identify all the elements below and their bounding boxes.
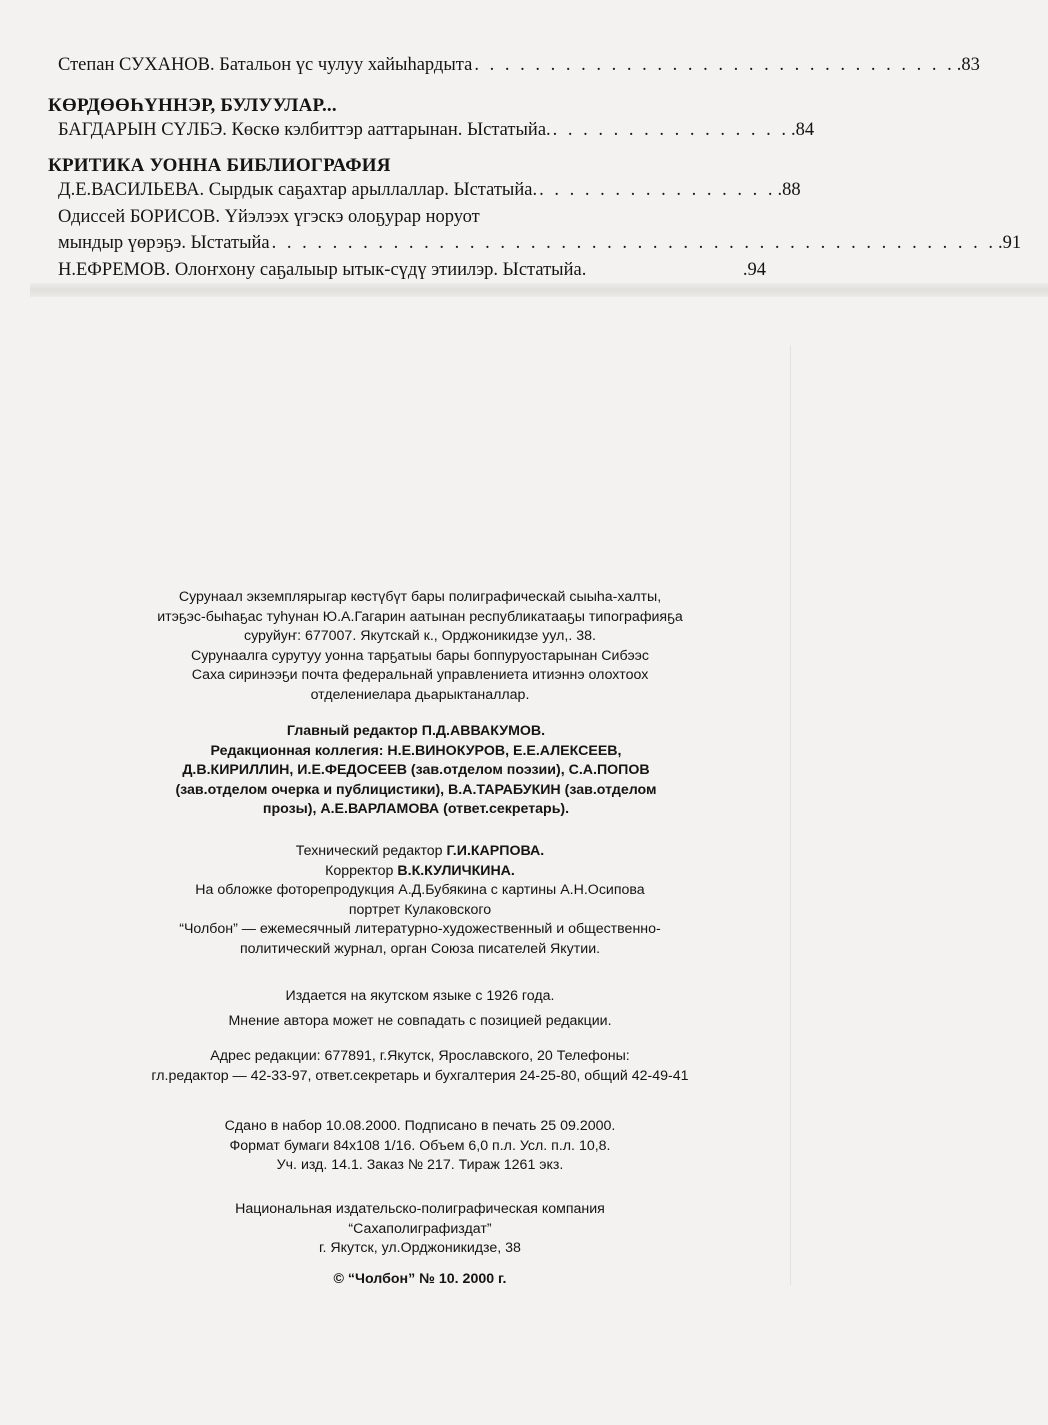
tech-editor-name: Г.И.КАРПОВА. bbox=[446, 843, 545, 859]
print-details bbox=[120, 1117, 720, 1176]
editorial-line: прозы), А.Е.ВАРЛАМОВА (ответ.секретарь). bbox=[262, 801, 570, 817]
print-line: Уч. изд. 14.1. Заказ № 217. Тираж 1261 экз. bbox=[276, 1157, 564, 1173]
opinion-disclaimer: Мнение автора может не совпадать с позицией редакции. bbox=[228, 1013, 612, 1029]
editorial-board bbox=[136, 722, 696, 820]
toc-entry-text: Д.Е.ВАСИЛЬЕВА. Сырдык саҕахтар арыллаллар. Ыстатыйа. bbox=[58, 180, 538, 200]
toc-section-heading: КӨРДӨӨҺҮННЭР, БУЛУУЛАР... bbox=[48, 95, 337, 116]
address-line: гл.редактор — 42-33-97, ответ.секретарь и бухгалтерия 24-25-80, общий 42-49-41 bbox=[151, 1067, 689, 1084]
toc-leader: . . . . . . . . . . . . . . . . . . . . . . . . . . . . . . . . bbox=[474, 55, 955, 75]
copyright-notice: © “Чолбон” № 10. 2000 г. bbox=[333, 1271, 507, 1287]
publication-since: Издается на якутском языке с 1926 года. bbox=[285, 988, 555, 1004]
toc-entry-text: мындыр үөрэҕэ. Ыстатыйа bbox=[58, 233, 270, 253]
editorial-address bbox=[120, 1047, 720, 1086]
toc-entry-text: Одиссей БОРИСОВ. Үйэлээх үгэскэ олоҕурар норуот bbox=[58, 207, 480, 227]
imprint-line: Саха сиринээҕи почта федеральнай управлениета итиэннэ олохтоох bbox=[191, 667, 649, 683]
toc-leader: . . . . . . . . . . . . . . . . bbox=[552, 120, 790, 140]
toc-page-number: .91 bbox=[998, 233, 1022, 253]
toc-entry-text: Н.ЕФРЕМОВ. Олоҥхону саҕалыыр ытык-сүдү этиилэр. Ыстатыйа. bbox=[58, 260, 587, 280]
toc-section-heading: КРИТИКА УОННА БИБЛИОГРАФИЯ bbox=[48, 155, 391, 176]
toc-page-number: .84 bbox=[791, 120, 815, 140]
imprint-line: Сурунаалга сурутуу уонна тарҕатыы бары боппуруостарынан Сибээс bbox=[190, 647, 650, 664]
publisher-line: Национальная издательско-полиграфическая компания bbox=[235, 1201, 605, 1217]
imprint-line: отделениелара дьарыктаналлар. bbox=[310, 686, 530, 703]
toc-leader: . . . . . . . . . . . . . . . . . . . . . . . . . . . . . . . . . . . . . . . . . . . . . . . . bbox=[271, 233, 997, 253]
cover-credit: портрет Кулаковского bbox=[348, 901, 492, 918]
editorial-line: Д.В.КИРИЛЛИН, И.Е.ФЕДОСЕЕВ (зав.отделом поэзии), С.А.ПОПОВ bbox=[182, 762, 650, 778]
toc-leader bbox=[588, 260, 741, 281]
toc-entry bbox=[58, 120, 815, 141]
tech-editor-label: Технический редактор bbox=[295, 843, 443, 859]
toc-page-number: .94 bbox=[742, 260, 766, 280]
publisher-line: “Сахаполиграфиздат” bbox=[348, 1220, 492, 1237]
toc-entry bbox=[58, 260, 766, 281]
corrector-label: Корректор bbox=[325, 862, 394, 879]
toc-page-number: .88 bbox=[777, 180, 801, 200]
toc-entry-text: Степан СУХАНОВ. Батальон үс чулуу хайыһардыта bbox=[58, 55, 473, 75]
toc-entry bbox=[58, 55, 980, 76]
imprint-line: суруйуҥ: 677007. Якутскай к., Орджоникидзе уул,. 38. bbox=[244, 628, 596, 644]
tech-editor-line bbox=[120, 842, 720, 862]
editorial-line: Редакционная коллегия: Н.Е.ВИНОКУРОВ, Е.Е.АЛЕКСЕЕВ, bbox=[210, 742, 622, 759]
journal-description: политический журнал, орган Союза писателей Якутии. bbox=[239, 940, 601, 957]
address-line: Адрес редакции: 677891, г.Якутск, Ярославского, 20 Телефоны: bbox=[210, 1048, 630, 1064]
editorial-line: (зав.отделом очерка и публицистики), В.А.ТАРАБУКИН (зав.отделом bbox=[175, 781, 657, 798]
toc-entry-text: БАГДАРЫН СҮЛБЭ. Көскө кэлбиттэр ааттарынан. Ыстатыйа. bbox=[58, 120, 551, 140]
imprint-subscription-notice bbox=[120, 588, 720, 705]
print-line: Формат бумаги 84х108 1/16. Объем 6,0 п.л. Усл. п.л. 10,8. bbox=[229, 1137, 611, 1154]
bleed-through-masthead bbox=[1022, 20, 1048, 158]
imprint-line: Сурунаал экземплярыгар көстүбүт бары полиграфическай сыыһа-халты, bbox=[178, 589, 662, 605]
journal-description: “Чолбон” — ежемесячный литературно-художественный и общественно- bbox=[179, 921, 661, 937]
publisher-info bbox=[120, 1200, 720, 1259]
editorial-line: Главный редактор П.Д.АВВАКУМОВ. bbox=[286, 723, 546, 739]
corrector-line bbox=[120, 862, 720, 882]
toc-page-number: .83 bbox=[956, 55, 980, 75]
toc-entry bbox=[58, 180, 801, 201]
imprint-line: итэҕэс-быһаҕас туһунан Ю.А.Гагарин аатынан республикатааҕы типографияҕа bbox=[157, 608, 683, 625]
print-line: Сдано в набор 10.08.2000. Подписано в печать 25 09.2000. bbox=[224, 1118, 616, 1134]
toc-entry bbox=[58, 233, 1022, 254]
bleed-through-divider bbox=[790, 345, 791, 1285]
technical-staff bbox=[120, 842, 720, 959]
toc-leader: . . . . . . . . . . . . . . . . bbox=[539, 180, 776, 200]
publisher-line: г. Якутск, ул.Орджоникидзе, 38 bbox=[319, 1240, 521, 1256]
corrector-name: В.К.КУЛИЧКИНА. bbox=[397, 862, 515, 879]
bleed-through-band bbox=[30, 283, 1048, 297]
cover-credit: На обложке фоторепродукция А.Д.Бубякина с картины А.Н.Осипова bbox=[195, 882, 645, 898]
